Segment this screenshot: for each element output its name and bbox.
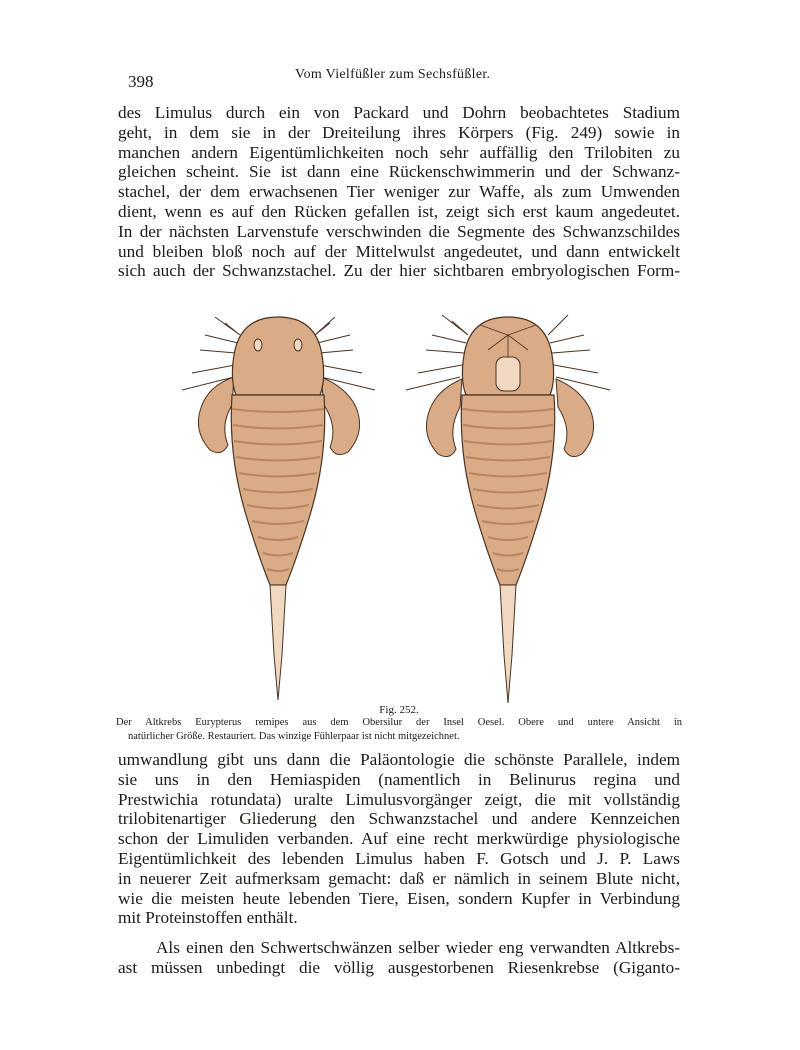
figure-caption — [116, 704, 682, 744]
text-line: sich auch der Schwanzstachel. Zu der hier sichtbaren embryologischen Form- — [118, 261, 680, 281]
text-line: sie uns in den Hemiaspiden (namentlich in Belinurus regina und — [118, 769, 680, 789]
running-title: Vom Vielfüßler zum Sechsfüßler. — [295, 67, 491, 82]
text-line: manchen andern Eigentümlichkeiten noch sehr auffällig den Trilobiten zu — [118, 142, 680, 162]
text-line: in neuerer Zeit aufmerksam gemacht: daß er nämlich in seinem Blute nicht, — [118, 868, 680, 888]
text-line: dient, wenn es auf den Rücken gefallen ist, zeigt sich erst kaum angedeutet. — [118, 201, 680, 221]
paragraph-top — [118, 103, 680, 281]
text-line: umwandlung gibt uns dann die Paläontologie die schönste Parallele, indem — [118, 750, 680, 769]
text-line: ast müssen unbedingt die völlig ausgestorbenen Riesenkrebse (Giganto- — [118, 957, 680, 977]
text-line: Eigentümlichkeit des lebenden Limulus haben F. Gotsch und J. P. Laws — [118, 848, 680, 868]
paragraph-bottom — [118, 938, 680, 978]
text-line: Als einen den Schwertschwänzen selber wieder eng verwandten Altkrebs- — [156, 938, 680, 957]
text-line: mit Proteinstoffen enthält. — [118, 908, 298, 928]
text-line: gleichen scheint. Sie ist dann eine Rückenschwimmerin und der Schwanz- — [118, 162, 680, 182]
eurypterus-ventral-view — [406, 315, 610, 703]
text-line: des Limulus durch ein von Packard und Dohrn beobachtetes Stadium — [118, 103, 680, 122]
text-line: und bleiben bloß noch auf der Mittelwulst angedeutet, und dann entwickelt — [118, 241, 680, 261]
figure-label: Fig. 252. — [379, 704, 419, 716]
page-number: 398 — [128, 72, 154, 91]
text-line: wie die meisten heute lebenden Tiere, Eisen, sondern Kupfer in Verbindung — [118, 888, 680, 908]
text-line: Prestwichia rotundata) uralte Limulusvorgänger zeigt, die mit vollständig — [118, 789, 680, 809]
text-line: stachel, der dem erwachsenen Tier weniger zur Waffe, als zum Umwenden — [118, 182, 680, 202]
eurypterus-dorsal-view — [182, 317, 375, 700]
caption-line: natürlicher Größe. Restauriert. Das winzige Fühlerpaar ist nicht mitgezeichnet. — [128, 731, 460, 742]
paragraph-middle — [118, 750, 680, 928]
text-line: trilobitenartiger Gliederung den Schwanzstachel und andere Kennzeichen — [118, 809, 680, 829]
caption-line: Der Altkrebs Eurypterus remipes aus dem Obersilur der Insel Oesel. Obere und untere Ansicht in — [116, 717, 682, 728]
text-line: schon der Limuliden verbanden. Auf eine recht merkwürdige physiologische — [118, 829, 680, 849]
text-line: In der nächsten Larvenstufe verschwinden die Segmente des Schwanzschildes — [118, 221, 680, 241]
eurypterus-illustration — [170, 295, 630, 707]
text-line: geht, in dem sie in der Dreiteilung ihres Körpers (Fig. 249) sowie in — [118, 122, 680, 142]
